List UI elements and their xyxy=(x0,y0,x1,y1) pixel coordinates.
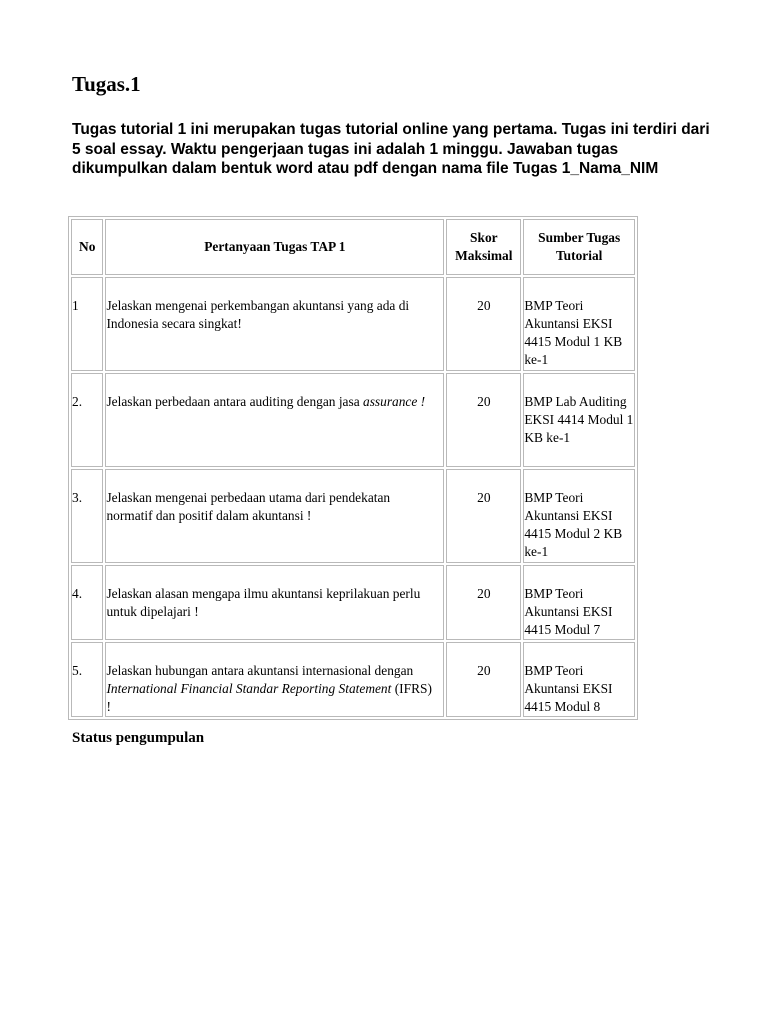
question-text-suffix: (IFRS) ! xyxy=(106,681,432,714)
status-heading: Status pengumpulan xyxy=(72,730,205,746)
table-header-row xyxy=(71,219,635,275)
table-row xyxy=(71,373,635,467)
question-emphasis: assurance ! xyxy=(363,394,426,409)
header-source: Sumber Tugas Tutorial xyxy=(523,219,635,275)
table-row xyxy=(71,565,635,640)
question-text: Jelaskan mengenai perbedaan utama dari pendekatan normatif dan positif dalam akuntansi ! xyxy=(106,490,391,523)
row-score: 20 xyxy=(446,469,521,563)
row-score: 20 xyxy=(446,642,521,717)
header-score: Skor Maksimal xyxy=(446,219,521,275)
row-no: 4. xyxy=(71,565,103,640)
task-table xyxy=(68,216,638,720)
table-row xyxy=(71,277,635,371)
row-no: 1 xyxy=(71,277,103,371)
question-text: Jelaskan mengenai perkembangan akuntansi yang ada di Indonesia secara singkat! xyxy=(106,298,410,331)
table-row xyxy=(71,469,635,563)
row-question xyxy=(105,642,444,717)
row-question xyxy=(105,277,444,371)
row-score: 20 xyxy=(446,277,521,371)
row-question xyxy=(105,469,444,563)
row-question xyxy=(105,373,444,467)
row-no: 3. xyxy=(71,469,103,563)
row-question xyxy=(105,565,444,640)
header-question: Pertanyaan Tugas TAP 1 xyxy=(105,219,444,275)
page-title: Tugas.1 xyxy=(72,72,141,96)
row-source: BMP Lab Auditing EKSI 4414 Modul 1 KB ke-1 xyxy=(523,373,635,467)
row-source: BMP Teori Akuntansi EKSI 4415 Modul 8 xyxy=(523,642,635,717)
row-score: 20 xyxy=(446,565,521,640)
question-text: Jelaskan perbedaan antara auditing dengan jasa xyxy=(106,394,363,409)
row-no: 5. xyxy=(71,642,103,717)
row-score: 20 xyxy=(446,373,521,467)
row-source: BMP Teori Akuntansi EKSI 4415 Modul 1 KB ke-1 xyxy=(523,277,635,371)
row-source: BMP Teori Akuntansi EKSI 4415 Modul 2 KB ke-1 xyxy=(523,469,635,563)
row-no: 2. xyxy=(71,373,103,467)
question-emphasis: International Financial Standar Reporting Statement xyxy=(106,681,392,696)
row-source: BMP Teori Akuntansi EKSI 4415 Modul 7 xyxy=(523,565,635,640)
header-no: No xyxy=(71,219,103,275)
question-text: Jelaskan alasan mengapa ilmu akuntansi keprilakuan perlu untuk dipelajari ! xyxy=(106,586,421,619)
question-text: Jelaskan hubungan antara akuntansi internasional dengan xyxy=(106,663,414,678)
intro-paragraph: Tugas tutorial 1 ini merupakan tugas tutorial online yang pertama. Tugas ini terdiri dari 5 soal essay. Waktu pengerjaan tugas ini adalah 1 minggu. Jawaban tugas dikumpulkan dalam bentuk word atau pdf dengan nama file Tugas 1_Nama_NIM xyxy=(72,121,710,177)
table-row xyxy=(71,642,635,717)
